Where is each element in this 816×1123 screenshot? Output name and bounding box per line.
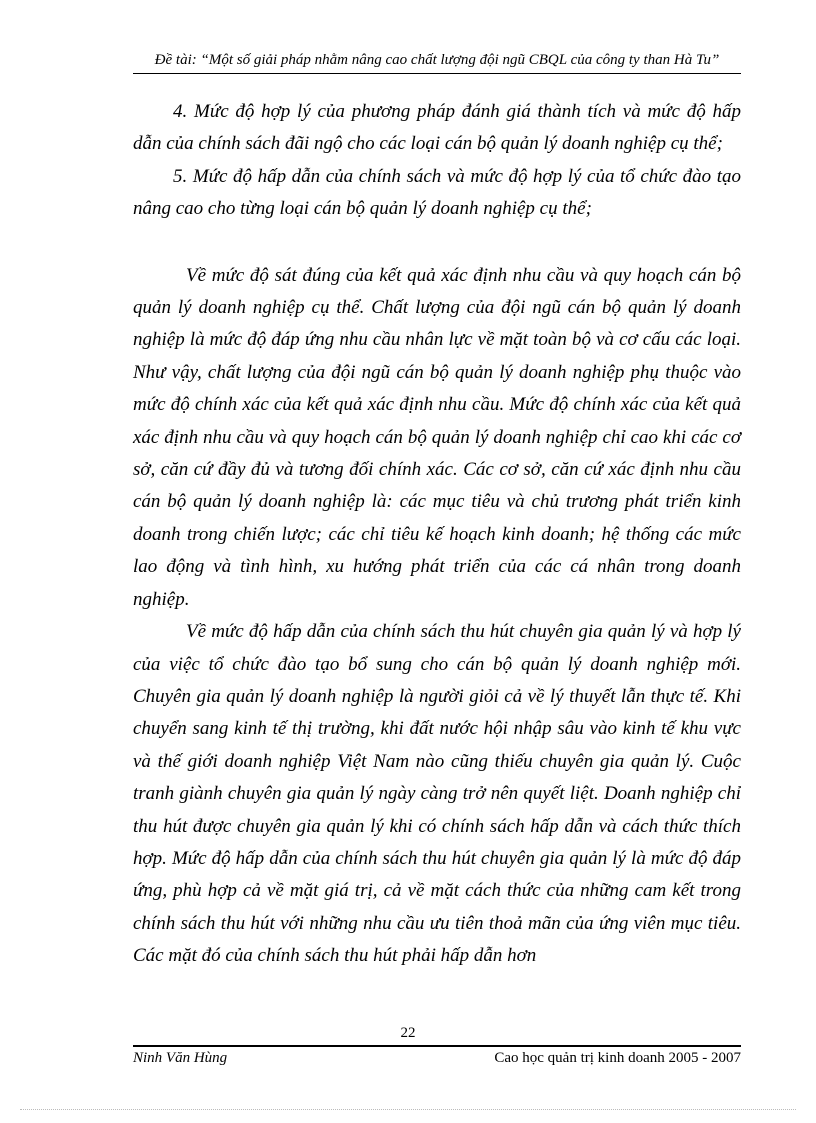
page-header-title: Đề tài: “Một số giải pháp nhằm nâng cao chất lượng đội ngũ CBQL của công ty than Hà Tu” [154,52,720,68]
paragraph-gap [133,226,741,260]
paragraph-expert-attraction: Về mức độ hấp dẫn của chính sách thu hút chuyên gia quản lý và hợp lý của việc tổ chức đào tạo bổ sung cho cán bộ quản lý doanh nghiệp mới. Chuyên gia quản lý doanh nghiệp là người giỏi cả về lý thuyết lẫn thực tế. Khi chuyển sang kinh tế thị trường, khi đất nước hội nhập sâu vào kinh tế khu vực và thế giới doanh nghiệp Việt Nam nào cũng thiếu chuyên gia quản lý. Cuộc tranh giành chuyên gia quản lý ngày càng trở nên quyết liệt. Doanh nghiệp chỉ thu hút được chuyên gia quản lý khi có chính sách hấp dẫn và cách thức thích hợp. Mức độ hấp dẫn của chính sách thu hút chuyên gia quản lý là mức độ đáp ứng, phù hợp cả về mặt giá trị, cả về mặt cách thức của những cam kết trong chính sách thu hút với những nhu cầu ưu tiên thoả mãn của ứng viên mục tiêu. Các mặt đó của chính sách thu hút phải hấp dẫn hơn [133,621,741,967]
header-rule [133,73,741,74]
page-number: 22 [400,1025,416,1041]
list-item-4: 4. Mức độ hợp lý của phương pháp đánh giá thành tích và mức độ hấp dẫn của chính sách đãi ngộ cho các loại cán bộ quản lý doanh nghiệp cụ thể; [133,101,741,155]
page-bottom-dotted-line [20,1109,796,1110]
document-body [133,96,741,973]
footer-author: Ninh Văn Hùng [133,1050,228,1066]
footer-program: Cao học quản trị kinh doanh 2005 - 2007 [494,1050,741,1066]
footer-rule [133,1045,741,1047]
list-item-5: 5. Mức độ hấp dẫn của chính sách và mức độ hợp lý của tổ chức đào tạo nâng cao cho từng loại cán bộ quản lý doanh nghiệp cụ thể; [133,165,741,220]
paragraph-needs-planning: Về mức độ sát đúng của kết quả xác định nhu cầu và quy hoạch cán bộ quản lý doanh nghiệp cụ thể. Chất lượng của đội ngũ cán bộ quản lý doanh nghiệp là mức độ đáp ứng nhu cầu nhân lực về mặt toàn bộ và cơ cấu các loại. Như vậy, chất lượng của đội ngũ cán bộ quản lý doanh nghiệp phụ thuộc vào mức độ chính xác của kết quả xác định nhu cầu. Mức độ chính xác của kết quả xác định nhu cầu và quy hoạch cán bộ quản lý doanh nghiệp chỉ cao khi các cơ sở, căn cứ đầy đủ và tương đối chính xác. Các cơ sở, căn cứ xác định nhu cầu cán bộ quản lý doanh nghiệp là: các mục tiêu và chủ trương phát triển kinh doanh trong chiến lược; các chỉ tiêu kế hoạch kinh doanh; hệ thống các mức lao động và tình hình, xu hướng phát triển của các cá nhân trong doanh nghiệp. [133,264,741,610]
